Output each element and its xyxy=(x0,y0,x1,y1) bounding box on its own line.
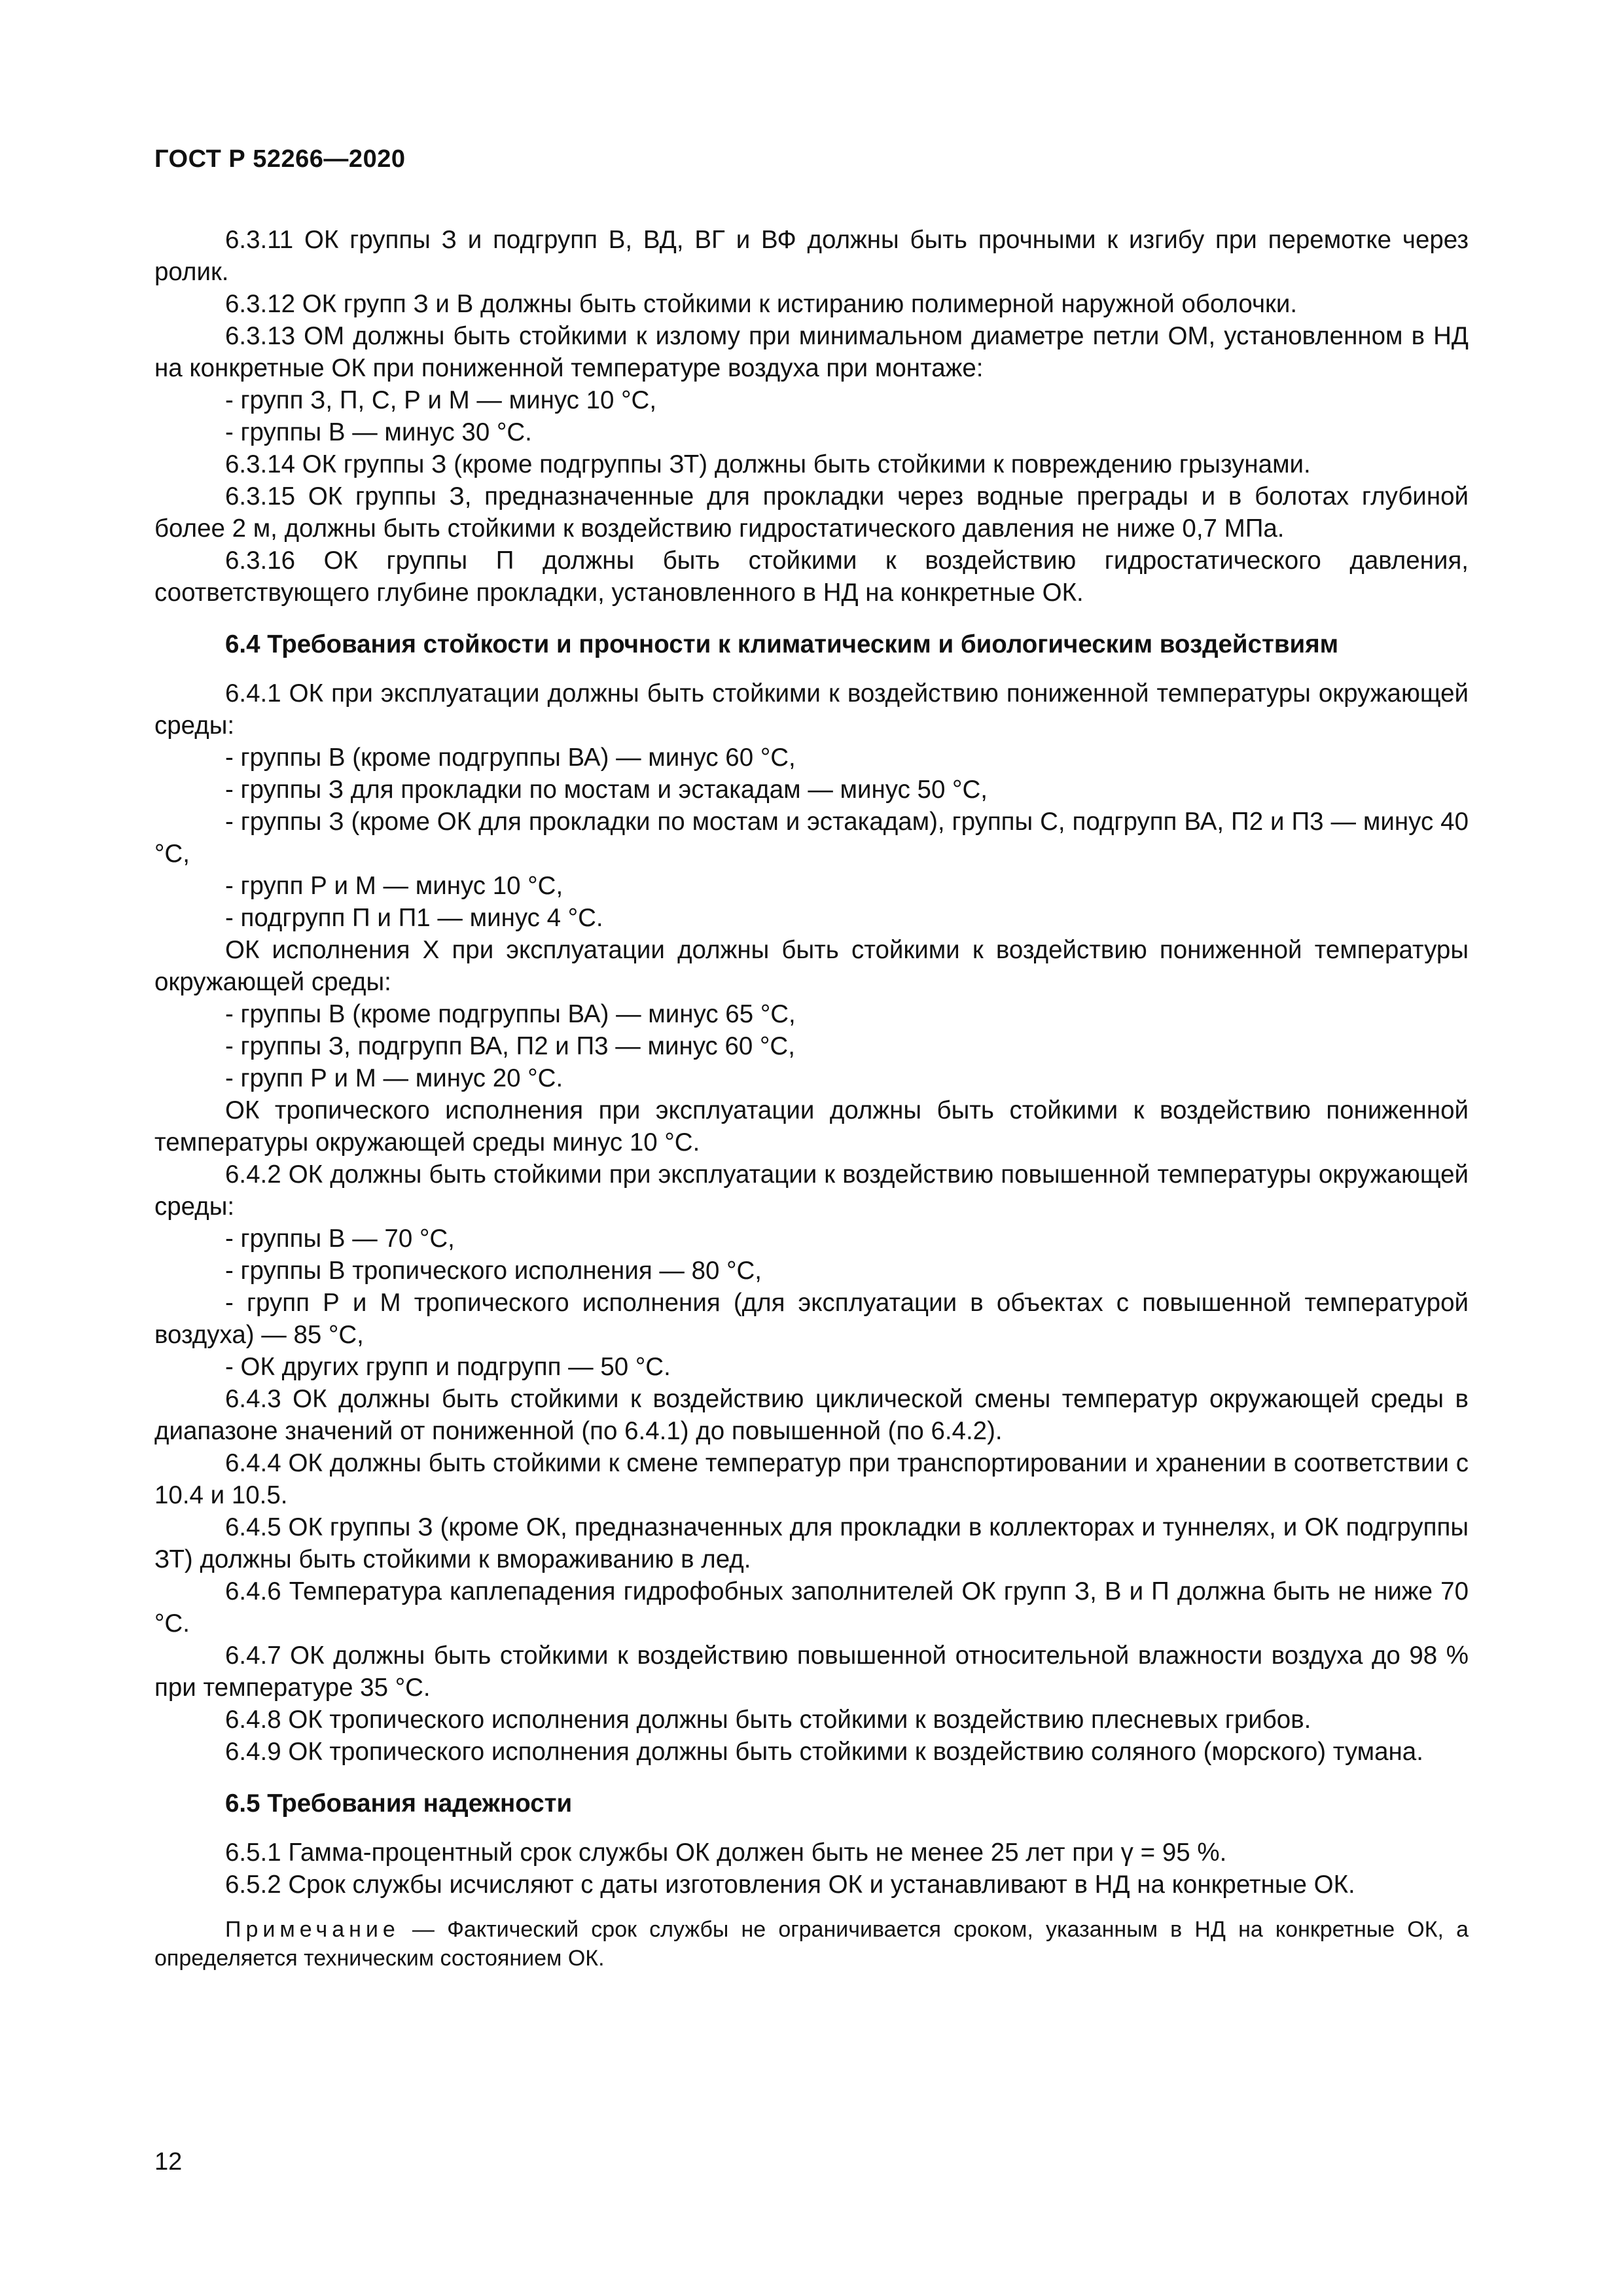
clause-6-4-9: 6.4.9 ОК тропического исполнения должны быть стойкими к воздействию соляного (морского) тумана. xyxy=(225,1738,1423,1766)
page-number: 12 xyxy=(154,2148,183,2176)
list-item: - групп Р и М — минус 20 °С. xyxy=(225,1064,563,1092)
clause-6-5-2: 6.5.2 Срок службы исчисляют с даты изготовления ОК и устанавливают в НД на конкретные ОК. xyxy=(225,1871,1355,1899)
clause-6-3-13: 6.3.13 ОМ должны быть стойкими к излому при минимальном диаметре петли ОМ, установленном в НД на конкретные ОК при пониженной температуре воздуха при монтаже: xyxy=(154,322,1469,382)
section-heading-6-4: 6.4 Требования стойкости и прочности к климатическим и биологическим воздействиям xyxy=(225,630,1339,658)
note xyxy=(154,1915,1469,1973)
list-item: - группы З, подгрупп ВА, П2 и П3 — минус 60 °С, xyxy=(225,1032,795,1060)
clause-6-3-14: 6.3.14 ОК группы З (кроме подгруппы ЗТ) должны быть стойкими к повреждению грызунами. xyxy=(225,450,1311,478)
list-item: - групп Р и М — минус 10 °С, xyxy=(225,872,563,900)
list-item: - группы В — минус 30 °С. xyxy=(225,418,532,446)
clause-6-4-8: 6.4.8 ОК тропического исполнения должны быть стойкими к воздействию плесневых грибов. xyxy=(225,1706,1311,1734)
note-label: Примечание xyxy=(225,1917,400,1942)
list-item: - группы В — 70 °С, xyxy=(225,1225,455,1253)
list-item: - группы З (кроме ОК для прокладки по мостам и эстакадам), группы С, подгрупп ВА, П2 и П3 — минус 40 °С, xyxy=(154,808,1469,868)
clause-6-3-11: 6.3.11 ОК группы З и подгрупп В, ВД, ВГ и ВФ должны быть прочными к изгибу при перемотке через ролик. xyxy=(154,226,1469,286)
clause-6-3-15: 6.3.15 ОК группы З, предназначенные для прокладки через водные преграды и в болотах глубиной более 2 м, должны быть стойкими к воздействию гидростатического давления не ниже 0,7 МПа. xyxy=(154,482,1469,543)
clause-6-4-3: 6.4.3 ОК должны быть стойкими к воздействию циклической смены температур окружающей среды в диапазоне значений от пониженной (по 6.4.1) до повышенной (по 6.4.2). xyxy=(154,1385,1469,1445)
list-item: - группы В (кроме подгруппы ВА) — минус 65 °С, xyxy=(225,1000,796,1028)
clause-6-5-1: 6.5.1 Гамма-процентный срок службы ОК должен быть не менее 25 лет при γ = 95 %. xyxy=(225,1839,1227,1867)
clause-6-4-5: 6.4.5 ОК группы З (кроме ОК, предназначенных для прокладки в коллекторах и туннелях, и ОК подгруппы ЗТ) должны быть стойкими к вмораживанию в лед. xyxy=(154,1513,1469,1573)
list-item: - ОК других групп и подгрупп — 50 °С. xyxy=(225,1353,671,1381)
clause-6-4-6: 6.4.6 Температура каплепадения гидрофобных заполнителей ОК групп З, В и П должна быть не ниже 70 °С. xyxy=(154,1577,1469,1638)
clause-6-4-2: 6.4.2 ОК должны быть стойкими при эксплуатации к воздействию повышенной температуры окружающей среды: xyxy=(154,1160,1469,1221)
list-item: - группы В (кроме подгруппы ВА) — минус 60 °С, xyxy=(225,744,796,772)
list-item: - группы З для прокладки по мостам и эстакадам — минус 50 °С, xyxy=(225,776,988,804)
document-body xyxy=(154,224,1469,1973)
list-item: - групп З, П, С, Р и М — минус 10 °С, xyxy=(225,386,657,414)
clause-6-3-16: 6.3.16 ОК группы П должны быть стойкими к воздействию гидростатического давления, соответствующего глубине прокладки, установленного в НД на конкретные ОК. xyxy=(154,547,1469,607)
clause-6-4-7: 6.4.7 ОК должны быть стойкими к воздействию повышенной относительной влажности воздуха до 98 % при температуре 35 °С. xyxy=(154,1641,1469,1702)
list-item: - подгрупп П и П1 — минус 4 °С. xyxy=(225,904,603,932)
note-text: — Фактический срок службы не ограничивается сроком, указанным в НД на конкретные ОК, а определяется техническим состоянием ОК. xyxy=(154,1917,1469,1971)
clause-6-4-4: 6.4.4 ОК должны быть стойкими к смене температур при транспортировании и хранении в соответствии с 10.4 и 10.5. xyxy=(154,1449,1469,1509)
clause-6-3-12: 6.3.12 ОК групп З и В должны быть стойкими к истиранию полимерной наружной оболочки. xyxy=(225,290,1298,318)
paragraph-tropical: ОК тропического исполнения при эксплуатации должны быть стойкими к воздействию пониженной температуры окружающей среды минус 10 °С. xyxy=(154,1096,1469,1157)
document-header: ГОСТ Р 52266—2020 xyxy=(154,145,406,173)
clause-6-4-1: 6.4.1 ОК при эксплуатации должны быть стойкими к воздействию пониженной температуры окружающей среды: xyxy=(154,679,1469,740)
section-heading-6-5: 6.5 Требования надежности xyxy=(225,1789,573,1818)
list-item: - группы В тропического исполнения — 80 °С, xyxy=(225,1257,762,1285)
paragraph-version-x: ОК исполнения Х при эксплуатации должны быть стойкими к воздействию пониженной температуры окружающей среды: xyxy=(154,936,1469,996)
list-item: - групп Р и М тропического исполнения (для эксплуатации в объектах с повышенной температурой воздуха) — 85 °С, xyxy=(154,1289,1469,1349)
